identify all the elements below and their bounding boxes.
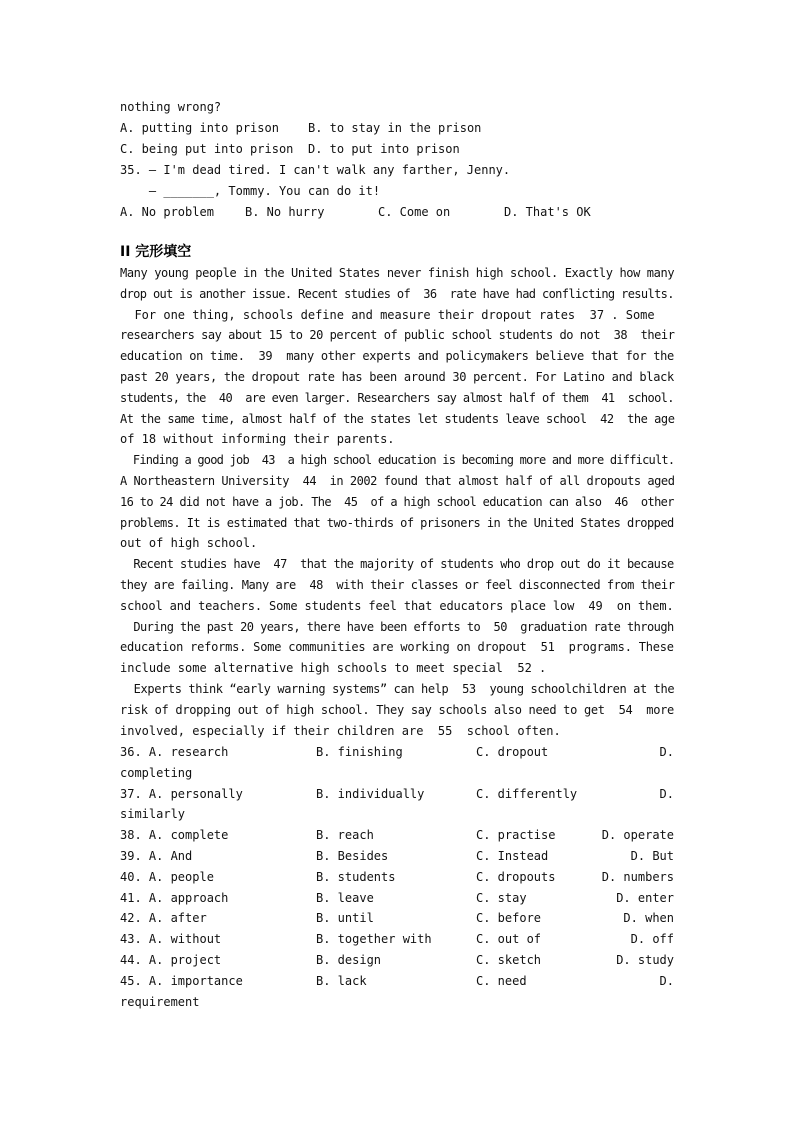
option-c: C. dropouts	[476, 869, 556, 884]
q35-option-d: D. That's OK	[504, 205, 591, 219]
passage-line: involved, especially if their children are 55 school often.	[120, 723, 561, 738]
option-b: B. individually	[316, 786, 425, 801]
passage-line: risk of dropping out of high school. They say schools also need to get 54 more	[120, 702, 674, 717]
option-b: B. together with	[316, 932, 432, 947]
option-c: C. need	[476, 973, 527, 988]
option-c: C. Instead	[476, 849, 549, 863]
option-d: D. study	[616, 953, 674, 967]
option-a: 37. A. personally	[120, 786, 243, 801]
option-d: D. enter	[616, 890, 674, 905]
option-c: C. differently	[476, 786, 578, 801]
q34-option-b: B. to stay in the prison	[308, 121, 482, 135]
option-b: B. until	[316, 911, 374, 926]
passage-line: include some alternative high schools to meet special 52 .	[120, 661, 547, 676]
passage-line: Experts think “early warning systems” can help 53 young schoolchildren at the	[120, 682, 675, 696]
option-a: 41. A. approach	[120, 890, 229, 905]
option-a: 36. A. research	[120, 745, 229, 759]
option-c: C. out of	[476, 932, 542, 947]
option-d-wrap: similarly	[120, 807, 186, 822]
passage-line: A Northeastern University 44 in 2002 found that almost half of all dropouts aged	[120, 474, 675, 488]
option-d: D.	[659, 786, 674, 801]
passage-line: past 20 years, the dropout rate has been around 30 percent. For Latino and black	[120, 370, 674, 384]
passage-line: they are failing. Many are 48 with their classes or feel disconnected from their	[120, 578, 675, 592]
passage-line: school and teachers. Some students feel that educators place low 49 on them.	[120, 598, 674, 613]
option-d: D.	[659, 745, 674, 759]
passage-line: researchers say about 15 to 20 percent of public school students do not 38 their	[120, 328, 675, 343]
passage-line: At the same time, almost half of the states let students leave school 42 the age	[120, 411, 675, 426]
passage-line: education reforms. Some communities are working on dropout 51 programs. These	[120, 640, 674, 655]
passage-line: problems. It is estimated that two-thirds of prisoners in the United States dropped	[120, 515, 674, 530]
passage-line: Finding a good job 43 a high school education is becoming more and more difficult.	[120, 453, 675, 468]
passage-line: For one thing, schools define and measure their dropout rates 37 . Some	[120, 307, 655, 322]
option-d: D. off	[630, 932, 674, 947]
passage-line: of 18 without informing their parents.	[120, 432, 395, 447]
option-a: 39. A. And	[120, 849, 193, 863]
q34-option-c: C. being put into prison	[120, 142, 294, 156]
option-a: 44. A. project	[120, 953, 222, 967]
q35-option-b: B. No hurry	[245, 205, 325, 219]
option-d-wrap: completing	[120, 765, 193, 780]
option-d: D. But	[630, 849, 674, 863]
option-a: 45. A. importance	[120, 973, 243, 988]
option-d-wrap: requirement	[120, 994, 200, 1009]
passage-line: students, the 40 are even larger. Researchers say almost half of them 41 school.	[120, 390, 674, 405]
question-35-reply: — _______, Tommy. You can do it!	[120, 184, 381, 198]
option-c: C. dropout	[476, 745, 549, 759]
passage-line: 16 to 24 did not have a job. The 45 of a high school education can also 46 other	[120, 494, 674, 509]
question-34-stem-tail: nothing wrong?	[120, 100, 222, 114]
option-b: B. reach	[316, 828, 374, 843]
option-c: C. stay	[476, 890, 527, 905]
passage-line: out of high school.	[120, 536, 258, 551]
option-d: D. operate	[601, 828, 674, 843]
option-d: D. numbers	[601, 869, 674, 884]
option-b: B. students	[316, 869, 396, 884]
q35-option-c: C. Come on	[378, 205, 451, 219]
option-c: C. before	[476, 911, 542, 926]
option-a: 38. A. complete	[120, 828, 229, 843]
option-a: 42. A. after	[120, 911, 207, 926]
passage-line: During the past 20 years, there have been efforts to 50 graduation rate through	[120, 619, 674, 634]
q35-option-a: A. No problem	[120, 205, 214, 219]
passage-line: Recent studies have 47 that the majority of students who drop out do it because	[120, 557, 674, 572]
option-c: C. practise	[476, 828, 556, 843]
option-b: B. lack	[316, 973, 367, 988]
passage-line: drop out is another issue. Recent studies of 36 rate have had conflicting results.	[120, 286, 674, 301]
option-d: D. when	[623, 911, 674, 926]
option-b: B. leave	[316, 890, 374, 905]
option-c: C. sketch	[476, 953, 542, 967]
option-b: B. design	[316, 953, 382, 967]
question-35-stem: 35. — I'm dead tired. I can't walk any farther, Jenny.	[120, 163, 511, 177]
option-d: D.	[659, 973, 674, 988]
passage-line: Many young people in the United States never finish high school. Exactly how many	[120, 266, 675, 280]
q34-option-d: D. to put into prison	[308, 142, 460, 156]
passage-line: education on time. 39 many other experts and policymakers believe that for the	[120, 349, 674, 364]
option-b: B. Besides	[316, 849, 389, 863]
option-b: B. finishing	[316, 745, 403, 759]
option-a: 43. A. without	[120, 932, 222, 947]
section-heading-cloze: II 完形填空	[120, 244, 192, 260]
option-a: 40. A. people	[120, 869, 214, 884]
q34-option-a: A. putting into prison	[120, 121, 279, 135]
